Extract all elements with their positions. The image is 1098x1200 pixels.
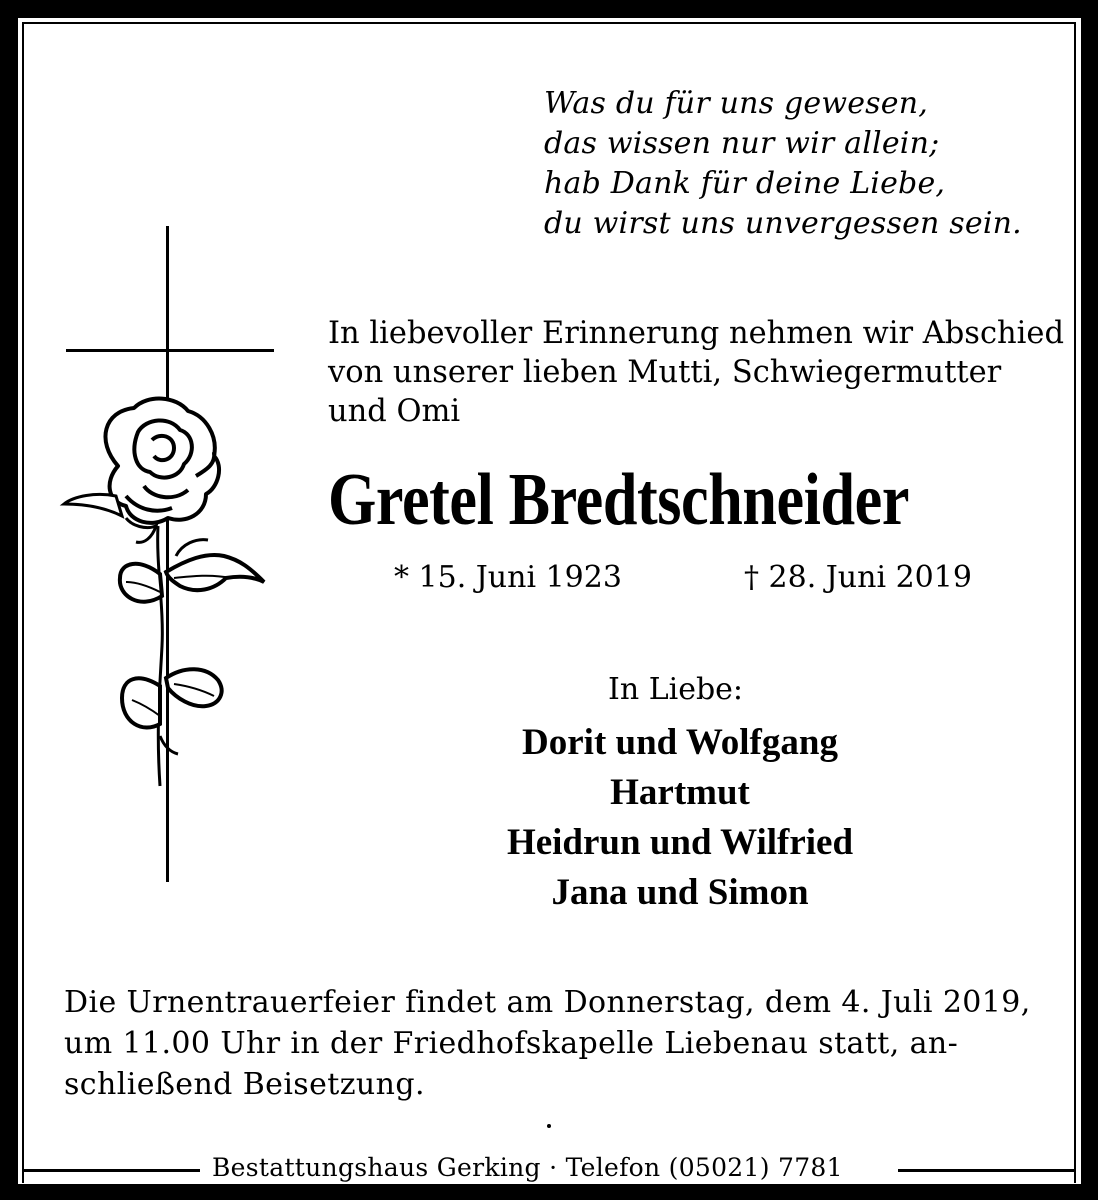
mourner-name: Dorit und Wolfgang [522,722,838,763]
intro-line: In liebevoller Erinnerung nehmen wir Abschied [328,316,1065,351]
separator-dot [547,1124,551,1128]
funeral-home-footer: Bestattungshaus Gerking · Telefon (05021) 7781 [212,1153,843,1182]
footer-rule-left [24,1169,200,1172]
intro-line: von unserer lieben Mutti, Schwiegermutter [328,355,1002,390]
ceremony-line: um 11.00 Uhr in der Friedhofskapelle Liebenau statt, an- [64,1026,959,1061]
poem [544,84,1022,244]
birth-date: * 15. Juni 1923 [394,560,622,595]
mourner-name: Hartmut [610,772,750,813]
poem-line: du wirst uns unvergessen sein. [544,206,1022,241]
intro-text [328,314,1065,431]
deceased-name: Gretel Bredtschneider [328,459,910,541]
footer-rule-right [898,1169,1074,1172]
mourners-list [480,718,880,918]
mourners-heading: In Liebe: [608,672,744,707]
ceremony-line: Die Urnentrauerfeier findet am Donnerstag, dem 4. Juli 2019, [64,985,1031,1020]
poem-line: das wissen nur wir allein; [544,126,940,161]
ceremony-line: schließend Beisetzung. [64,1067,425,1102]
ceremony-text [64,982,1031,1105]
cross-with-rose-icon [56,226,286,886]
poem-line: hab Dank für deine Liebe, [544,166,946,201]
intro-line: und Omi [328,394,461,429]
death-date: † 28. Juni 2019 [744,560,972,595]
mourner-name: Jana und Simon [551,872,809,913]
mourner-name: Heidrun und Wilfried [506,822,854,863]
poem-line: Was du für uns gewesen, [544,86,928,121]
